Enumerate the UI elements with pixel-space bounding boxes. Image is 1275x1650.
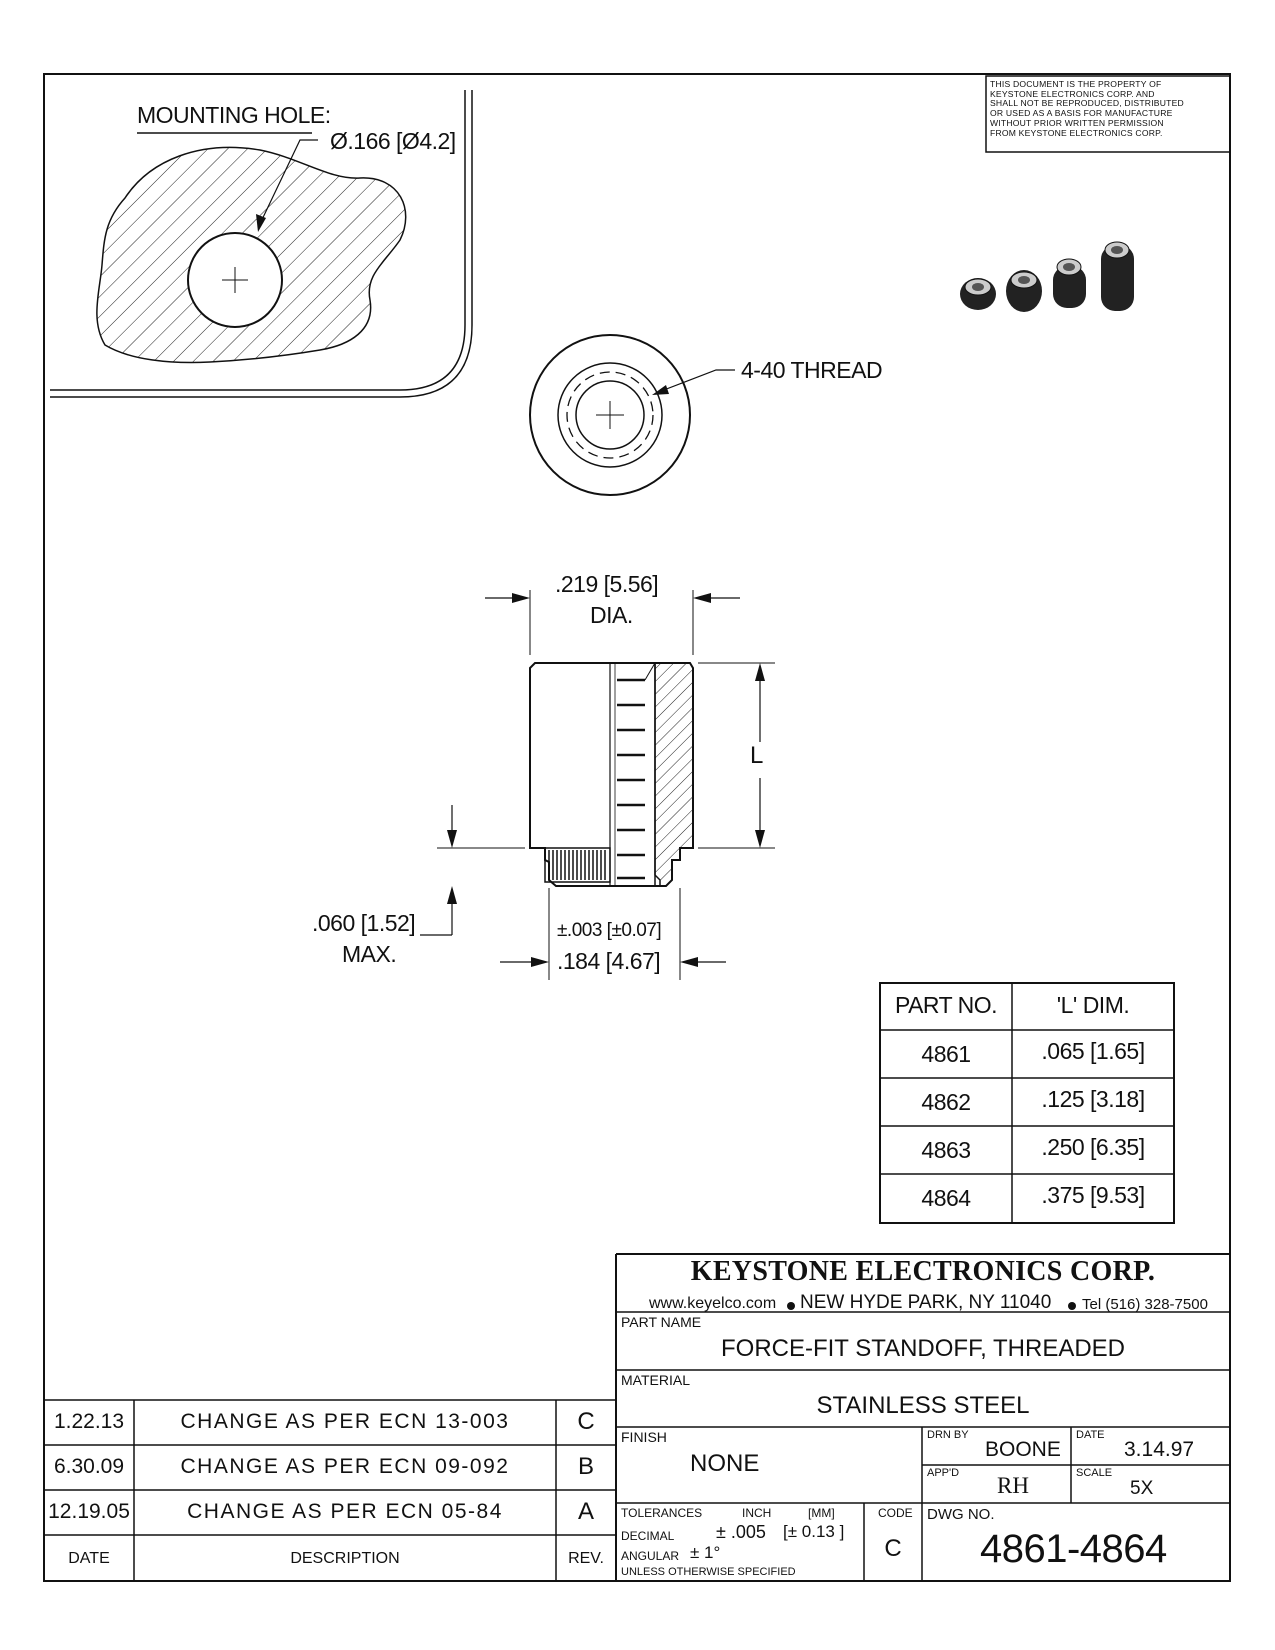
length-label: L [750, 742, 763, 769]
drn-by-label: DRN BY [927, 1429, 969, 1441]
notice-line: THIS DOCUMENT IS THE PROPERTY OF [990, 79, 1162, 89]
table-cell-part: 4863 [921, 1137, 971, 1163]
unless-label: UNLESS OTHERWISE SPECIFIED [621, 1566, 796, 1578]
drn-by: BOONE [985, 1438, 1061, 1461]
notice-line: OR USED AS A BASIS FOR MANUFACTURE [990, 108, 1173, 119]
revision-letter: A [577, 1498, 594, 1525]
product-thumbnails [960, 242, 1134, 312]
company-address: NEW HYDE PARK, NY 11040 [800, 1292, 1052, 1313]
tolerances-label: TOLERANCES [621, 1506, 703, 1520]
angular-label: ANGULAR [621, 1549, 680, 1563]
decimal-mm: [± 0.13 ] [783, 1522, 845, 1541]
mounting-hole-diameter: Ø.166 [Ø4.2] [330, 128, 456, 154]
notice-line: WITHOUT PRIOR WRITTEN PERMISSION [990, 117, 1164, 128]
decimal-label: DECIMAL [621, 1529, 675, 1543]
finish: NONE [690, 1450, 760, 1477]
revision-description: CHANGE AS PER ECN 05-84 [187, 1500, 503, 1523]
mounting-hole-detail [97, 147, 406, 362]
revision-date: 12.19.05 [48, 1500, 130, 1523]
dia-dimension: .219 [5.56] [555, 571, 659, 597]
code-label: CODE [878, 1506, 913, 1520]
decimal-inch: ± .005 [716, 1522, 766, 1542]
dia-label: DIA. [590, 602, 633, 628]
appd: RH [997, 1473, 1029, 1498]
table-cell-part: 4862 [921, 1089, 971, 1115]
date-label: DATE [1076, 1429, 1105, 1441]
revision-date: 1.22.13 [53, 1410, 125, 1433]
appd-label: APP'D [927, 1467, 960, 1479]
property-notice [986, 78, 1226, 150]
table-cell-dim: .125 [3.18] [1041, 1086, 1145, 1112]
dwg-no-label: DWG NO. [927, 1506, 995, 1523]
notice-line: FROM KEYSTONE ELECTRONICS CORP. [990, 127, 1163, 138]
revision-date: 6.30.09 [53, 1455, 125, 1478]
revision-letter: C [577, 1408, 595, 1435]
table-header-part-no: PART NO. [894, 992, 998, 1018]
revision-header-rev: REV. [568, 1550, 604, 1567]
scale-label: SCALE [1076, 1467, 1113, 1479]
revision-description: CHANGE AS PER ECN 09-092 [180, 1455, 510, 1478]
inch-label: INCH [742, 1506, 772, 1520]
revision-letter: B [577, 1453, 594, 1480]
revision-header-description: DESCRIPTION [290, 1550, 400, 1567]
company-name: KEYSTONE ELECTRONICS CORP. [690, 1256, 1156, 1287]
notice-line: SHALL NOT BE REPRODUCED, DISTRIBUTED [990, 98, 1184, 109]
table-cell-dim: .065 [1.65] [1041, 1038, 1145, 1064]
finish-label: FINISH [621, 1429, 667, 1445]
mounting-hole-label: MOUNTING HOLE: [137, 102, 331, 128]
base-dimension: .184 [4.67] [557, 948, 661, 974]
part-name: FORCE-FIT STANDOFF, THREADED [720, 1335, 1125, 1362]
top-view [530, 335, 735, 495]
drawing-date: 3.14.97 [1124, 1438, 1195, 1461]
drawing-number: 4861-4864 [980, 1527, 1167, 1571]
scale: 5X [1130, 1478, 1154, 1499]
table-header-l-dim: 'L' DIM. [1056, 992, 1130, 1018]
table-cell-dim: .250 [6.35] [1041, 1134, 1145, 1160]
base-tolerance: ±.003 [±0.07] [557, 920, 662, 941]
revision-description: CHANGE AS PER ECN 13-003 [180, 1410, 510, 1433]
company-website: www.keyelco.com [649, 1295, 777, 1312]
part-name-label: PART NAME [621, 1314, 702, 1330]
company-phone: Tel (516) 328-7500 [1082, 1296, 1208, 1313]
thread-label: 4-40 THREAD [741, 357, 883, 383]
material-label: MATERIAL [621, 1372, 690, 1388]
revision-header-date: DATE [68, 1550, 110, 1567]
table-cell-dim: .375 [9.53] [1041, 1182, 1145, 1208]
mm-label: [MM] [808, 1506, 835, 1520]
angular: ± 1° [690, 1543, 721, 1562]
shank-label: MAX. [342, 941, 397, 967]
table-cell-part: 4861 [921, 1041, 971, 1067]
material: STAINLESS STEEL [816, 1392, 1030, 1419]
table-cell-part: 4864 [921, 1185, 971, 1211]
shank-dimension: .060 [1.52] [312, 910, 416, 936]
code: C [884, 1535, 902, 1562]
notice-line: KEYSTONE ELECTRONICS CORP. AND [990, 88, 1155, 99]
